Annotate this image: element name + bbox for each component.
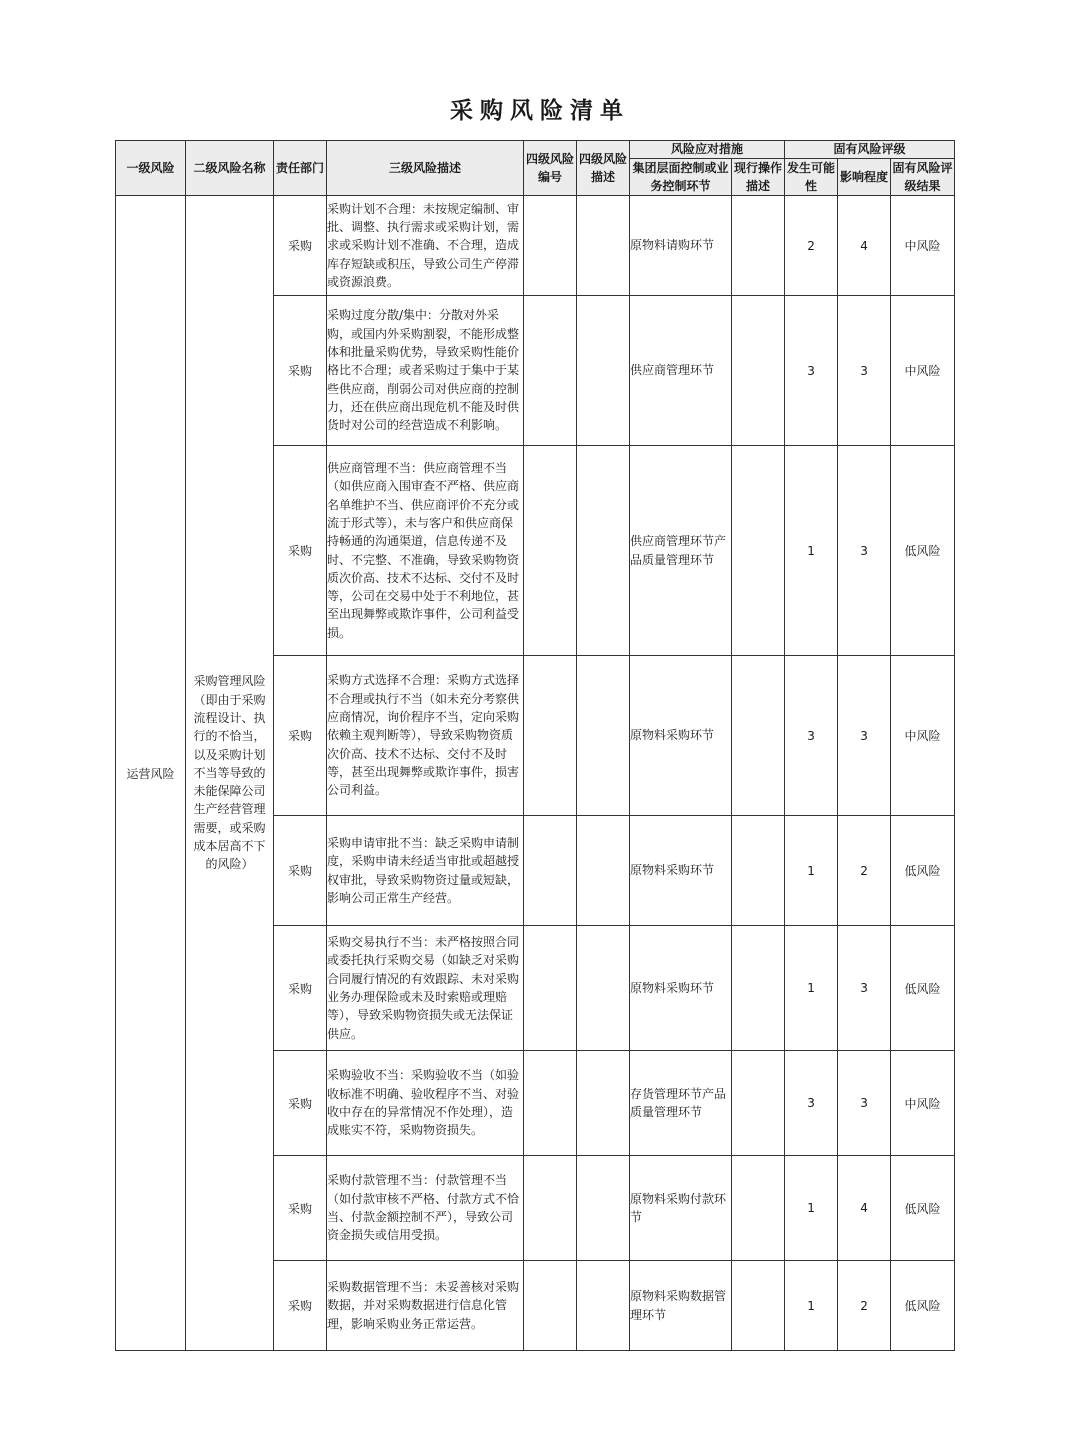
header-result: 固有风险评级结果 xyxy=(891,159,955,196)
level4-id-cell xyxy=(524,926,577,1051)
dept-cell: 采购 xyxy=(274,656,327,816)
probability-cell: 1 xyxy=(785,926,838,1051)
dept-cell: 采购 xyxy=(274,926,327,1051)
level4-desc-cell xyxy=(577,816,630,926)
dept-cell: 采购 xyxy=(274,446,327,656)
level4-desc-cell xyxy=(577,196,630,296)
description-cell: 供应商管理不当：供应商管理不当（如供应商入围审查不严格、供应商名单维护不当、供应商评价不充分或流于形式等），未与客户和供应商保持畅通的沟通渠道，信息传递不及时、不完整、不准确，导致采购物资质次价高、技术不达标、交付不及时等，公司在交易中处于不利地位，甚至出现舞弊或欺诈事件，公司利益受损。 xyxy=(327,446,524,656)
description-cell: 采购计划不合理：未按规定编制、审批、调整、执行需求或采购计划，需求或采购计划不准确、不合理，造成库存短缺或积压，导致公司生产停滞或资源浪费。 xyxy=(327,196,524,296)
result-cell: 低风险 xyxy=(891,1261,955,1351)
current-op-cell xyxy=(732,656,785,816)
level4-desc-cell xyxy=(577,1261,630,1351)
current-op-cell xyxy=(732,446,785,656)
control-cell: 原物料采购数据管理环节 xyxy=(630,1261,732,1351)
result-cell: 低风险 xyxy=(891,1156,955,1261)
control-cell: 原物料采购环节 xyxy=(630,926,732,1051)
level4-id-cell xyxy=(524,296,577,446)
probability-cell: 1 xyxy=(785,1261,838,1351)
result-cell: 中风险 xyxy=(891,656,955,816)
level2-risk-cell xyxy=(186,196,274,1351)
header-impact: 影响程度 xyxy=(838,159,891,196)
description-cell: 采购交易执行不当：未严格按照合同或委托执行采购交易（如缺乏对采购合同履行情况的有效跟踪、未对采购业务办理保险或未及时索赔或理赔等），导致采购物资损失或无法保证供应。 xyxy=(327,926,524,1051)
impact-cell: 3 xyxy=(838,446,891,656)
header-probability: 发生可能性 xyxy=(785,159,838,196)
result-cell: 低风险 xyxy=(891,446,955,656)
description-cell: 采购付款管理不当：付款管理不当（如付款审核不严格、付款方式不恰当、付款金额控制不严），导致公司资金损失或信用受损。 xyxy=(327,1156,524,1261)
level2-risk: 采购管理风险（即由于采购流程设计、执行的不恰当，以及采购计划不当等导致的未能保障公司生产经营管理需要，或采购成本居高不下的风险） xyxy=(193,674,266,872)
probability-cell: 1 xyxy=(785,446,838,656)
level4-desc-cell xyxy=(577,1051,630,1156)
level4-desc-cell xyxy=(577,656,630,816)
description-cell: 采购数据管理不当：未妥善核对采购数据，并对采购数据进行信息化管理，影响采购业务正常运营。 xyxy=(327,1261,524,1351)
result-cell: 低风险 xyxy=(891,926,955,1051)
level4-desc-cell xyxy=(577,1156,630,1261)
impact-cell: 2 xyxy=(838,816,891,926)
impact-cell: 2 xyxy=(838,1261,891,1351)
header-measures-group: 风险应对措施 xyxy=(630,141,785,159)
impact-cell: 3 xyxy=(838,656,891,816)
header-level4-id: 四级风险编号 xyxy=(524,141,577,196)
level1-risk: 运营风险 xyxy=(116,196,186,1351)
level4-id-cell xyxy=(524,446,577,656)
control-cell: 供应商管理环节产品质量管理环节 xyxy=(630,446,732,656)
level4-id-cell xyxy=(524,816,577,926)
header-control: 集团层面控制或业务控制环节 xyxy=(630,159,732,196)
probability-cell: 2 xyxy=(785,196,838,296)
dept-cell: 采购 xyxy=(274,1051,327,1156)
header-level2: 二级风险名称 xyxy=(186,141,274,196)
header-level4-desc: 四级风险描述 xyxy=(577,141,630,196)
table-row xyxy=(116,196,955,296)
impact-cell: 3 xyxy=(838,1051,891,1156)
control-cell: 原物料采购付款环节 xyxy=(630,1156,732,1261)
level4-id-cell xyxy=(524,656,577,816)
level4-id-cell xyxy=(524,196,577,296)
dept-cell: 采购 xyxy=(274,816,327,926)
dept-cell: 采购 xyxy=(274,1261,327,1351)
probability-cell: 3 xyxy=(785,656,838,816)
probability-cell: 3 xyxy=(785,296,838,446)
header-dept: 责任部门 xyxy=(274,141,327,196)
control-cell: 原物料采购环节 xyxy=(630,656,732,816)
probability-cell: 1 xyxy=(785,816,838,926)
header-level1: 一级风险 xyxy=(116,141,186,196)
level4-desc-cell xyxy=(577,926,630,1051)
description-cell: 采购验收不当：采购验收不当（如验收标准不明确、验收程序不当、对验收中存在的异常情况不作处理），造成账实不符，采购物资损失。 xyxy=(327,1051,524,1156)
current-op-cell xyxy=(732,1261,785,1351)
level4-id-cell xyxy=(524,1261,577,1351)
control-cell: 供应商管理环节 xyxy=(630,296,732,446)
description-cell: 采购方式选择不合理：采购方式选择不合理或执行不当（如未充分考察供应商情况，询价程序不当，定向采购依赖主观判断等），导致采购物资质次价高、技术不达标、交付不及时等，甚至出现舞弊或欺诈事件，损害公司利益。 xyxy=(327,656,524,816)
current-op-cell xyxy=(732,1156,785,1261)
result-cell: 中风险 xyxy=(891,1051,955,1156)
level4-desc-cell xyxy=(577,296,630,446)
result-cell: 低风险 xyxy=(891,816,955,926)
control-cell: 原物料请购环节 xyxy=(630,196,732,296)
control-cell: 原物料采购环节 xyxy=(630,816,732,926)
risk-table xyxy=(115,140,955,1351)
dept-cell: 采购 xyxy=(274,196,327,296)
page-title: 采购风险清单 xyxy=(450,98,630,124)
description-cell: 采购过度分散/集中：分散对外采购，或国内外采购割裂，不能形成整体和批量采购优势，导致采购性能价格比不合理；或者采购过于集中于某些供应商，削弱公司对供应商的控制力，还在供应商出现危机不能及时供货时对公司的经营造成不利影响。 xyxy=(327,296,524,446)
control-cell: 存货管理环节产品质量管理环节 xyxy=(630,1051,732,1156)
impact-cell: 4 xyxy=(838,1156,891,1261)
current-op-cell xyxy=(732,196,785,296)
current-op-cell xyxy=(732,816,785,926)
header-rating-group: 固有风险评级 xyxy=(785,141,955,159)
description-cell: 采购申请审批不当：缺乏采购申请制度，采购申请未经适当审批或超越授权审批，导致采购物资过量或短缺，影响公司正常生产经营。 xyxy=(327,816,524,926)
current-op-cell xyxy=(732,926,785,1051)
level4-desc-cell xyxy=(577,446,630,656)
current-op-cell xyxy=(732,1051,785,1156)
probability-cell: 1 xyxy=(785,1156,838,1261)
dept-cell: 采购 xyxy=(274,296,327,446)
dept-cell: 采购 xyxy=(274,1156,327,1261)
current-op-cell xyxy=(732,296,785,446)
level4-id-cell xyxy=(524,1051,577,1156)
level4-id-cell xyxy=(524,1156,577,1261)
probability-cell: 3 xyxy=(785,1051,838,1156)
result-cell: 中风险 xyxy=(891,196,955,296)
impact-cell: 3 xyxy=(838,926,891,1051)
impact-cell: 4 xyxy=(838,196,891,296)
impact-cell: 3 xyxy=(838,296,891,446)
header-level3: 三级风险描述 xyxy=(327,141,524,196)
header-current-op: 现行操作描述 xyxy=(732,159,785,196)
result-cell: 中风险 xyxy=(891,296,955,446)
